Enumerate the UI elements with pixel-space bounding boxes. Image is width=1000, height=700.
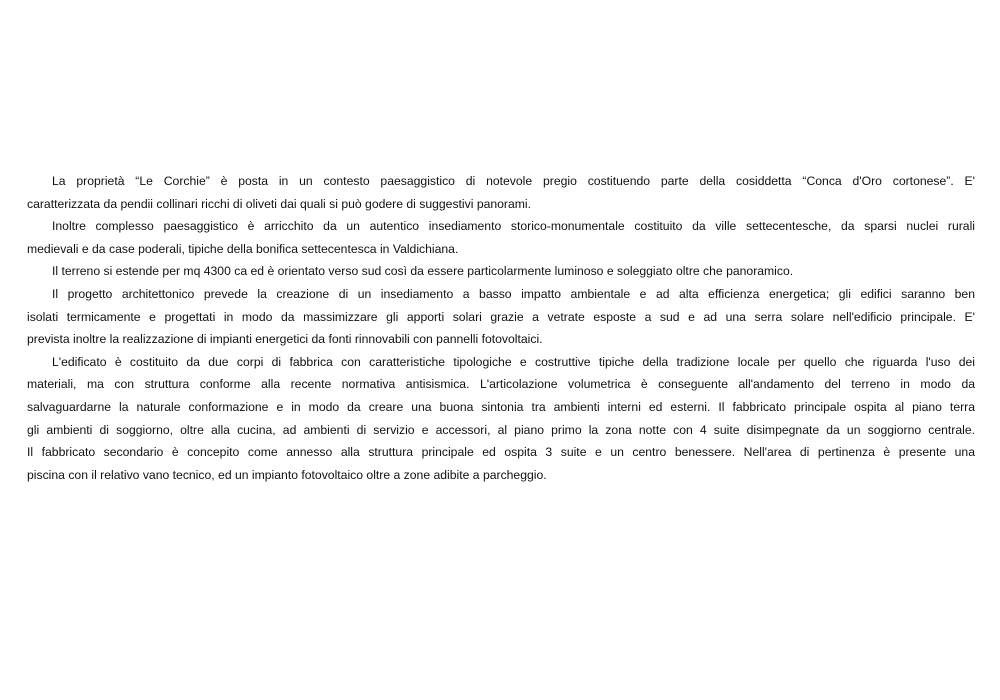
text-line: Il terreno si estende per mq 4300 ca ed è orientato verso sud così da essere particolarmente luminoso e soleggiato oltre che panoramico. bbox=[52, 264, 794, 279]
text-line: caratterizzata da pendii collinari ricchi di oliveti dai quali si può godere di suggestivi panorami. bbox=[27, 196, 532, 211]
text-line: piscina con il relativo vano tecnico, ed un impianto fotovoltaico oltre a zone adibite a parcheggio. bbox=[27, 467, 547, 482]
paragraph-terrain bbox=[27, 260, 975, 283]
text-line: prevista inoltre la realizzazione di impianti energetici da fonti rinnovabili con pannelli fotovoltaici. bbox=[27, 332, 543, 347]
text-line: isolati termicamente e progettati in modo da massimizzare gli apporti solari grazie a vetrate esposte a sud e ad una serra solare nell'edificio principale. E' bbox=[27, 309, 975, 324]
text-line: gli ambienti di soggiorno, oltre alla cucina, ad ambienti di servizio e accessori, al piano primo la zona notte con 4 suite disimpegnate da un soggiorno centrale. bbox=[27, 422, 975, 437]
text-line: Il progetto architettonico prevede la creazione di un insediamento a basso impatto ambientale e ad alta efficienza energetica; gli edifici saranno ben bbox=[52, 286, 975, 301]
text-line: materiali, ma con struttura conforme alla recente normativa antisismica. L'articolazione volumetrica è conseguente all'andamento del terreno in modo da bbox=[27, 377, 975, 392]
paragraph-location bbox=[27, 170, 975, 215]
text-line: L'edificato è costituito da due corpi di fabbrica con caratteristiche tipologiche e costruttive tipiche della tradizione locale per quello che riguarda l'uso dei bbox=[52, 354, 975, 369]
paragraph-landscape bbox=[27, 215, 975, 260]
paragraph-buildings bbox=[27, 351, 975, 487]
text-line: salvaguardarne la naturale conformazione e in modo da creare una buona sintonia tra ambienti interni ed esterni. Il fabbricato principale ospita al piano terra bbox=[27, 399, 975, 414]
text-line: Il fabbricato secondario è concepito come annesso alla struttura principale ed ospita 3 suite e un centro benessere. Nell'area di pertinenza è presente una bbox=[27, 445, 975, 460]
text-line: La proprietà “Le Corchie” è posta in un contesto paesaggistico di notevole pregio costituendo parte della cosiddetta “Conca d'Oro cortonese”. E' bbox=[52, 174, 975, 188]
text-line: Inoltre complesso paesaggistico è arricchito da un autentico insediamento storico-monumentale costituito da ville settecentesche, da sparsi nuclei rurali bbox=[52, 219, 975, 234]
paragraph-project bbox=[27, 283, 975, 351]
text-line: medievali e da case poderali, tipiche della bonifica settecentesca in Valdichiana. bbox=[27, 241, 459, 256]
document-body bbox=[27, 170, 975, 486]
